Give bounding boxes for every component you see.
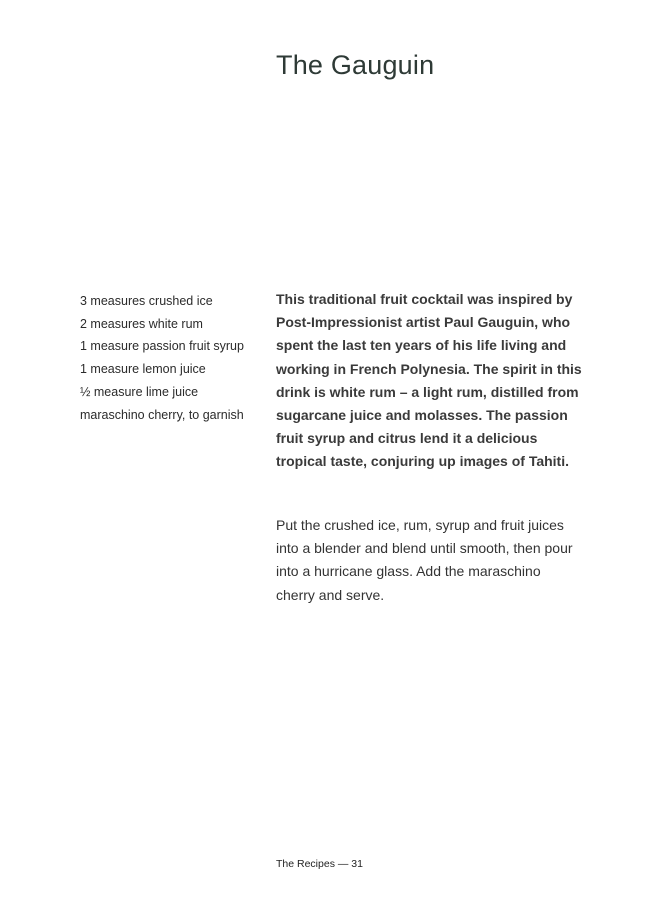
ingredient-item: ½ measure lime juice xyxy=(80,384,199,399)
method-paragraph: Put the crushed ice, rum, syrup and fruit juices into a blender and blend until smooth, then pour into a hurricane glass. Add the maraschino cherry and serve. xyxy=(276,517,573,603)
intro-paragraph: This traditional fruit cocktail was inspired by Post-Impressionist artist Paul Gauguin, who spent the last ten years of his life living and working in French Polynesia. The spirit in this drink is white rum – a light rum, distilled from sugarcane juice and molasses. The passion fruit syrup and citrus lend it a delicious tropical taste, conjuring up images of Tahiti. xyxy=(276,291,582,470)
ingredient-item: 1 measure passion fruit syrup xyxy=(80,339,244,354)
page-title: The Gauguin xyxy=(276,50,435,80)
page-footer: The Recipes — 31 xyxy=(276,858,363,870)
ingredient-item: 2 measures white rum xyxy=(80,316,203,331)
ingredient-item: 3 measures crushed ice xyxy=(80,294,213,308)
ingredient-item: 1 measure lemon juice xyxy=(80,362,206,377)
ingredient-item: maraschino cherry, to garnish xyxy=(80,407,244,422)
ingredient-list xyxy=(80,290,250,426)
